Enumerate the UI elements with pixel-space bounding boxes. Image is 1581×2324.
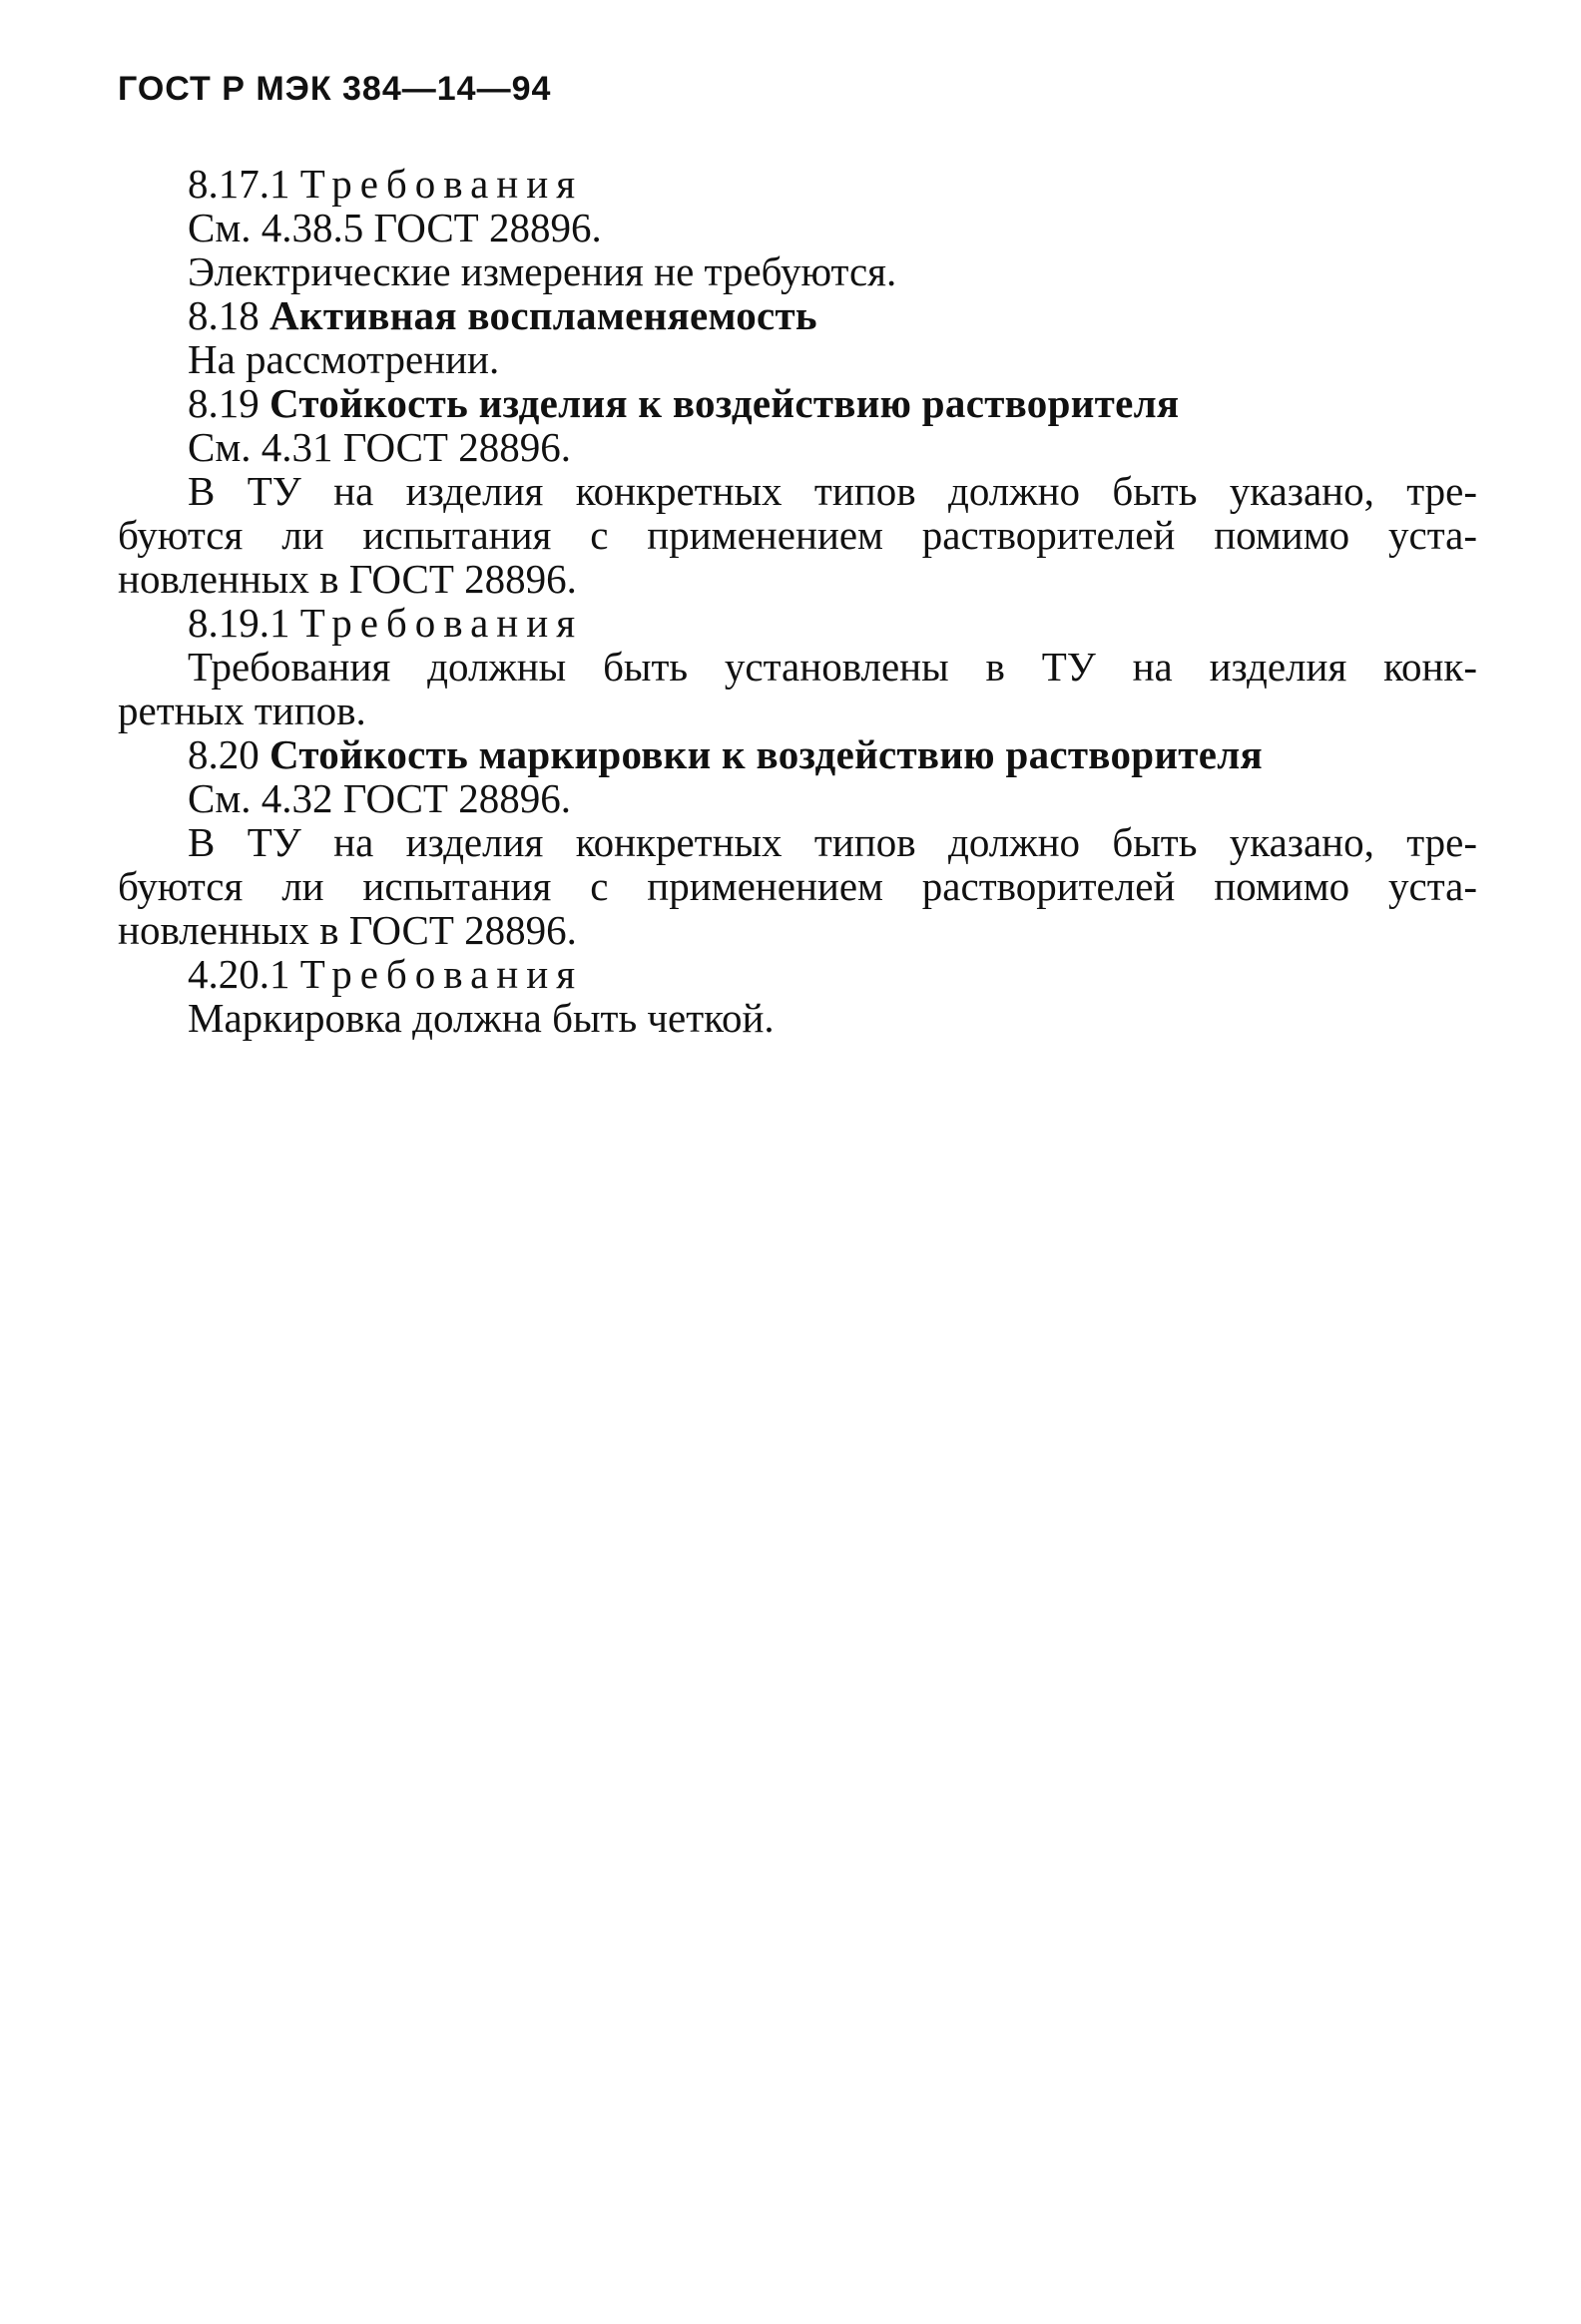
- paragraph-line: Электрические измерения не требуются.: [188, 248, 897, 294]
- section-title: Требования: [299, 161, 584, 207]
- section-number: 8.19: [188, 380, 260, 426]
- paragraph-line: В ТУ на изделия конкретных типов должно быть указано, тре-: [188, 468, 1477, 514]
- section-title: Активная воспламеняемость: [269, 292, 817, 338]
- paragraph-line: См. 4.31 ГОСТ 28896.: [188, 424, 571, 470]
- paragraph-line: буются ли испытания с применением растворителей помимо уста-: [118, 512, 1477, 558]
- section-8-19-heading: [118, 381, 1477, 425]
- section-number: 4.20.1: [188, 951, 290, 997]
- paragraph-line: В ТУ на изделия конкретных типов должно быть указано, тре-: [188, 819, 1477, 865]
- subsection-8-17-1-heading: [118, 162, 1477, 206]
- section-number: 8.20: [188, 731, 260, 777]
- subsection-8-19-1-heading: [118, 601, 1477, 645]
- section-title: Требования: [299, 951, 584, 997]
- paragraph-line: Требования должны быть установлены в ТУ на изделия конк-: [188, 644, 1477, 690]
- section-title: Стойкость маркировки к воздействию растворителя: [269, 731, 1264, 777]
- paragraph-line: буются ли испытания с применением растворителей помимо уста-: [118, 863, 1477, 909]
- section-title: Стойкость изделия к воздействию растворителя: [269, 380, 1180, 426]
- paragraph-line: См. 4.38.5 ГОСТ 28896.: [188, 205, 602, 250]
- section-number: 8.18: [188, 292, 260, 338]
- paragraph-line: На рассмотрении.: [188, 336, 500, 382]
- document-body: [118, 162, 1477, 1040]
- paragraph-line: ретных типов.: [118, 688, 366, 733]
- section-title: Требования: [299, 600, 584, 646]
- section-number: 8.17.1: [188, 161, 290, 207]
- section-number: 8.19.1: [188, 600, 290, 646]
- section-8-20-heading: [118, 732, 1477, 776]
- paragraph-line: Маркировка должна быть четкой.: [188, 995, 775, 1041]
- document-header: ГОСТ Р МЭК 384—14—94: [118, 70, 552, 108]
- paragraph-line: новленных в ГОСТ 28896.: [118, 907, 577, 953]
- paragraph-line: См. 4.32 ГОСТ 28896.: [188, 775, 571, 821]
- section-8-18-heading: [118, 293, 1477, 337]
- subsection-4-20-1-heading: [118, 952, 1477, 996]
- paragraph-line: новленных в ГОСТ 28896.: [118, 556, 577, 602]
